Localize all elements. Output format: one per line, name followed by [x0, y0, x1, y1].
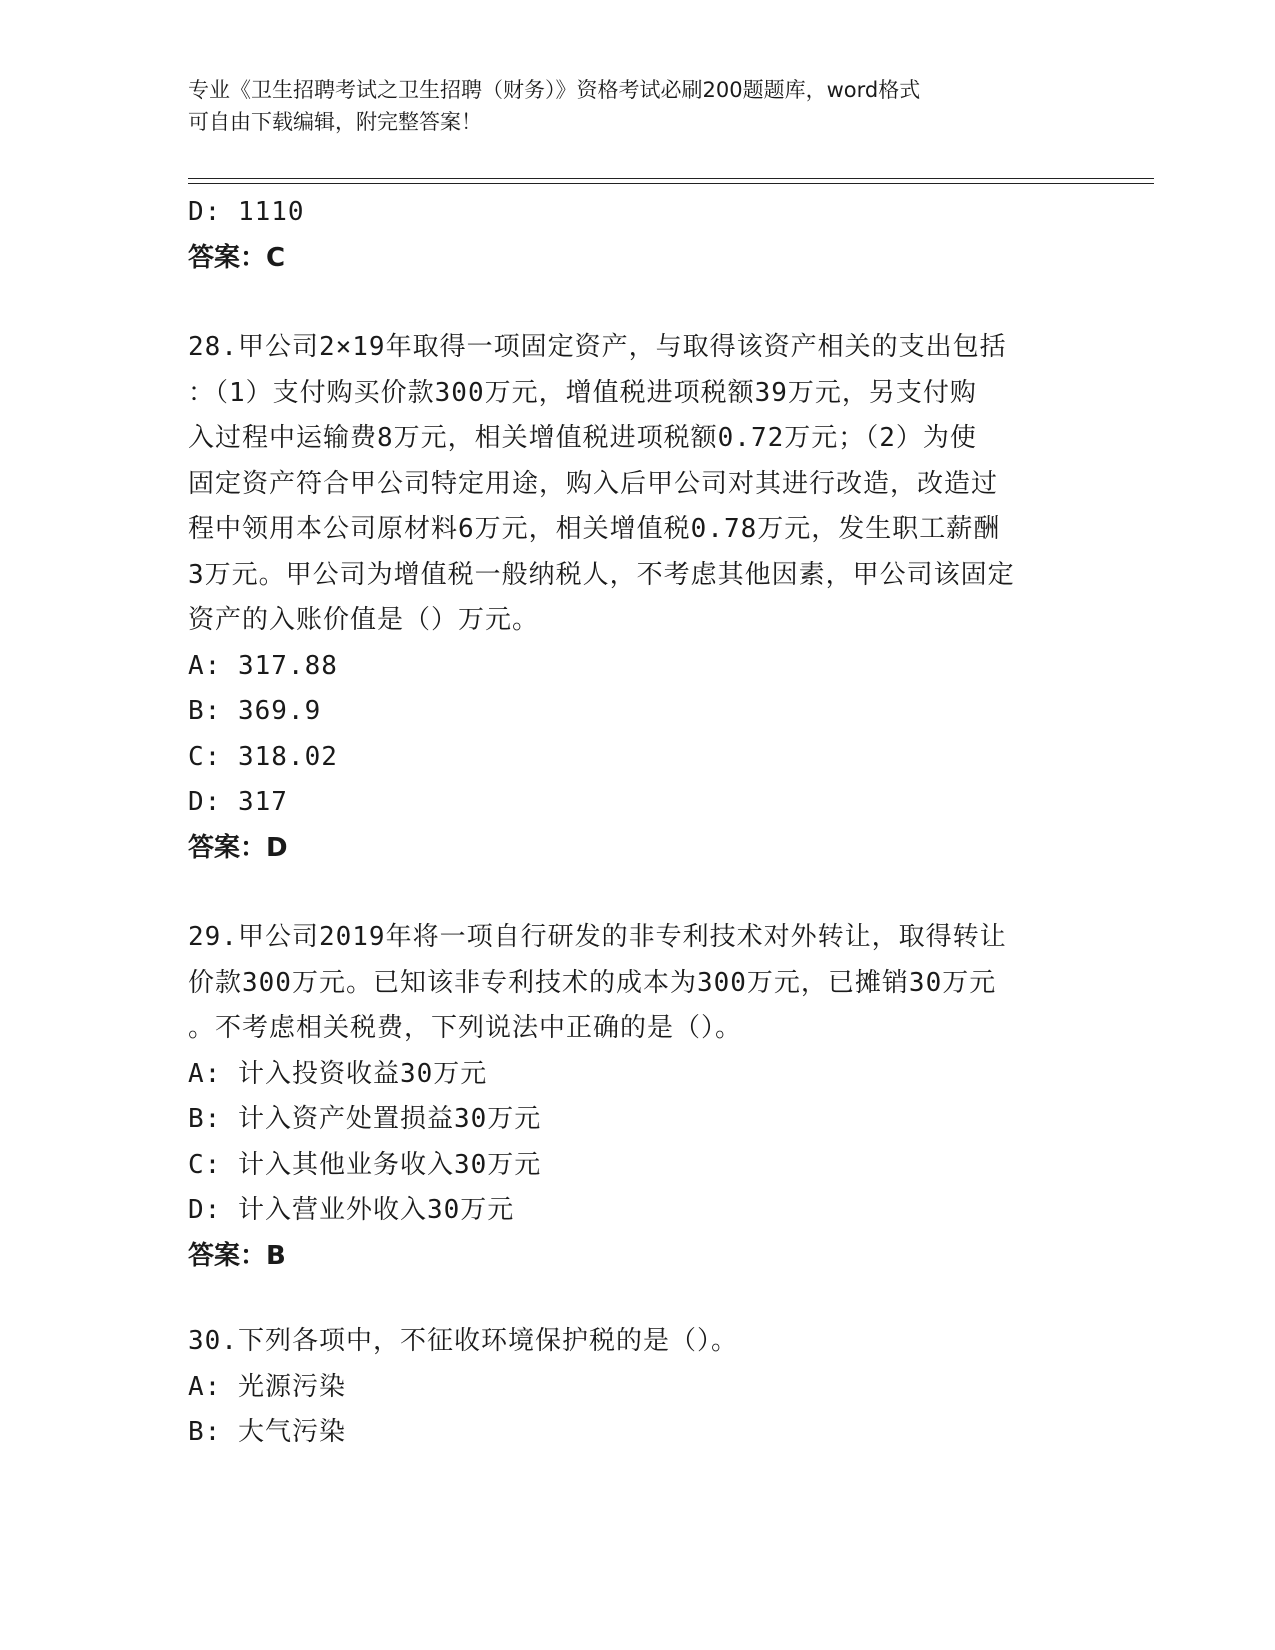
- option-a: A: 计入投资收益30万元: [188, 1058, 488, 1089]
- option-d: D: 1110: [188, 197, 305, 227]
- option-a: A: 317.88: [188, 650, 338, 681]
- option-b: B: 计入资产处置损益30万元: [188, 1104, 542, 1134]
- question-text-line: 28.甲公司2×19年取得一项固定资产，与取得该资产相关的支出包括: [188, 332, 1007, 362]
- document-header: [188, 74, 1088, 138]
- header-divider-bottom: [188, 183, 1154, 184]
- question-29: [188, 915, 1088, 1279]
- question-30: [188, 1319, 1088, 1456]
- question-text-line: 29.甲公司2019年将一项自行研发的非专利技术对外转让，取得转让: [188, 922, 1007, 952]
- option-c: C: 计入其他业务收入30万元: [188, 1149, 542, 1180]
- question-text-line: 程中领用本公司原材料6万元，相关增值税0.78万元，发生职工薪酬: [188, 514, 1001, 544]
- answer-line: 答案：B: [188, 1240, 286, 1271]
- question-27: [188, 190, 1088, 281]
- answer-line: 答案：C: [188, 242, 286, 273]
- option-d: D: 317: [188, 787, 288, 817]
- option-b: B: 大气污染: [188, 1417, 346, 1447]
- header-title-line-1: 专业《卫生招聘考试之卫生招聘（财务）》资格考试必刷200题题库，word格式: [188, 78, 921, 102]
- option-b: B: 369.9: [188, 696, 322, 726]
- answer-line: 答案：D: [188, 832, 288, 863]
- question-text-line: 固定资产符合甲公司特定用途，购入后甲公司对其进行改造，改造过: [188, 468, 999, 499]
- question-text-line: 入过程中运输费8万元，相关增值税进项税额0.72万元；（2）为使: [188, 423, 977, 453]
- question-text-line: 价款300万元。已知该非专利技术的成本为300万元，已摊销30万元: [188, 967, 997, 998]
- option-d: D: 计入营业外收入30万元: [188, 1195, 515, 1225]
- header-title-line-2: 可自由下载编辑，附完整答案！: [188, 110, 482, 134]
- question-text-line: 。不考虑相关税费，下列说法中正确的是（）。: [188, 1013, 743, 1043]
- header-divider-top: [188, 178, 1154, 179]
- option-a: A: 光源污染: [188, 1371, 346, 1402]
- question-content: [188, 190, 1088, 1456]
- question-text-line: 3万元。甲公司为增值税一般纳税人，不考虑其他因素，甲公司该固定: [188, 559, 1015, 590]
- question-text-line: 30.下列各项中，不征收环境保护税的是（）。: [188, 1326, 738, 1356]
- option-c: C: 318.02: [188, 741, 338, 772]
- question-text-line: ：（1）支付购买价款300万元，增值税进项税额39万元，另支付购: [188, 377, 977, 408]
- question-28: [188, 325, 1088, 871]
- question-text-line: 资产的入账价值是（）万元。: [188, 605, 540, 635]
